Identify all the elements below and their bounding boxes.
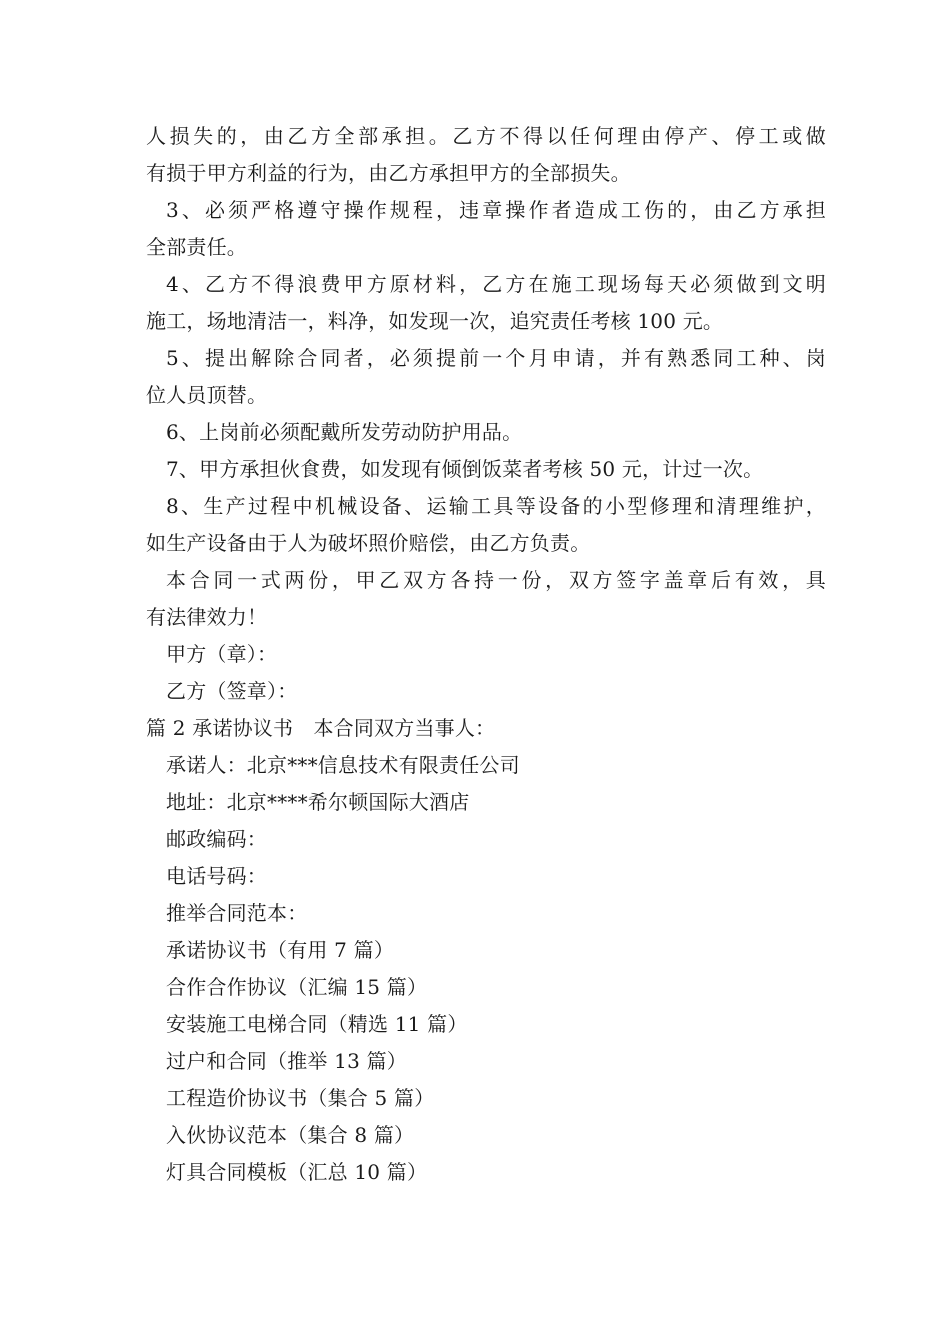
clause-4-line: 4、乙方不得浪费甲方原材料，乙方在施工现场每天必须做到文明 — [166, 272, 826, 296]
phone-line: 电话号码： — [166, 864, 267, 888]
paragraph-line: 施工，场地清洁一，料净，如发现一次，追究责任考核 100 元。 — [146, 309, 724, 333]
paragraph-line: 如生产设备由于人为破坏照价赔偿，由乙方负责。 — [146, 531, 591, 555]
clause-8-line: 8、生产过程中机械设备、运输工具等设备的小型修理和清理维护， — [166, 494, 826, 518]
recommended-link[interactable]: 合作合作协议（汇编 15 篇） — [166, 975, 428, 999]
section-heading: 篇 2 承诺协议书 本合同双方当事人： — [146, 716, 496, 740]
clause-5-line: 5、提出解除合同者，必须提前一个月申请，并有熟悉同工种、岗 — [166, 346, 826, 370]
paragraph-line: 位人员顶替。 — [146, 383, 268, 407]
recommended-link[interactable]: 承诺协议书（有用 7 篇） — [166, 938, 395, 962]
paragraph-line: 全部责任。 — [146, 235, 247, 259]
clause-3-line: 3、必须严格遵守操作规程，违章操作者造成工伤的，由乙方承担 — [166, 198, 826, 222]
party-b-signature-line: 乙方（签章）： — [166, 679, 298, 703]
recommended-link[interactable]: 过户和合同（推举 13 篇） — [166, 1049, 407, 1073]
recommended-link[interactable]: 工程造价协议书（集合 5 篇） — [166, 1086, 435, 1110]
paragraph-line: 有法律效力！ — [146, 605, 268, 629]
postal-code-line: 邮政编码： — [166, 827, 267, 851]
promisor-line: 承诺人：北京***信息技术有限责任公司 — [166, 753, 520, 777]
recommended-link[interactable]: 安装施工电梯合同（精选 11 篇） — [166, 1012, 468, 1036]
document-body — [146, 118, 826, 1191]
address-line: 地址：北京****希尔顿国际大酒店 — [166, 790, 470, 814]
recommended-heading: 推举合同范本： — [166, 901, 308, 925]
paragraph-line: 人损失的，由乙方全部承担。乙方不得以任何理由停产、停工或做 — [146, 124, 826, 148]
recommended-link[interactable]: 灯具合同模板（汇总 10 篇） — [166, 1160, 428, 1184]
paragraph-line: 有损于甲方利益的行为，由乙方承担甲方的全部损失。 — [146, 161, 631, 185]
recommended-link[interactable]: 入伙协议范本（集合 8 篇） — [166, 1123, 415, 1147]
closing-clause-line: 本合同一式两份，甲乙双方各持一份，双方签字盖章后有效，具 — [166, 568, 826, 592]
party-a-signature-line: 甲方（章）： — [166, 642, 278, 666]
clause-7-line: 7、甲方承担伙食费，如发现有倾倒饭菜者考核 50 元，计过一次。 — [166, 457, 764, 481]
clause-6-line: 6、上岗前必须配戴所发劳动防护用品。 — [166, 420, 523, 444]
